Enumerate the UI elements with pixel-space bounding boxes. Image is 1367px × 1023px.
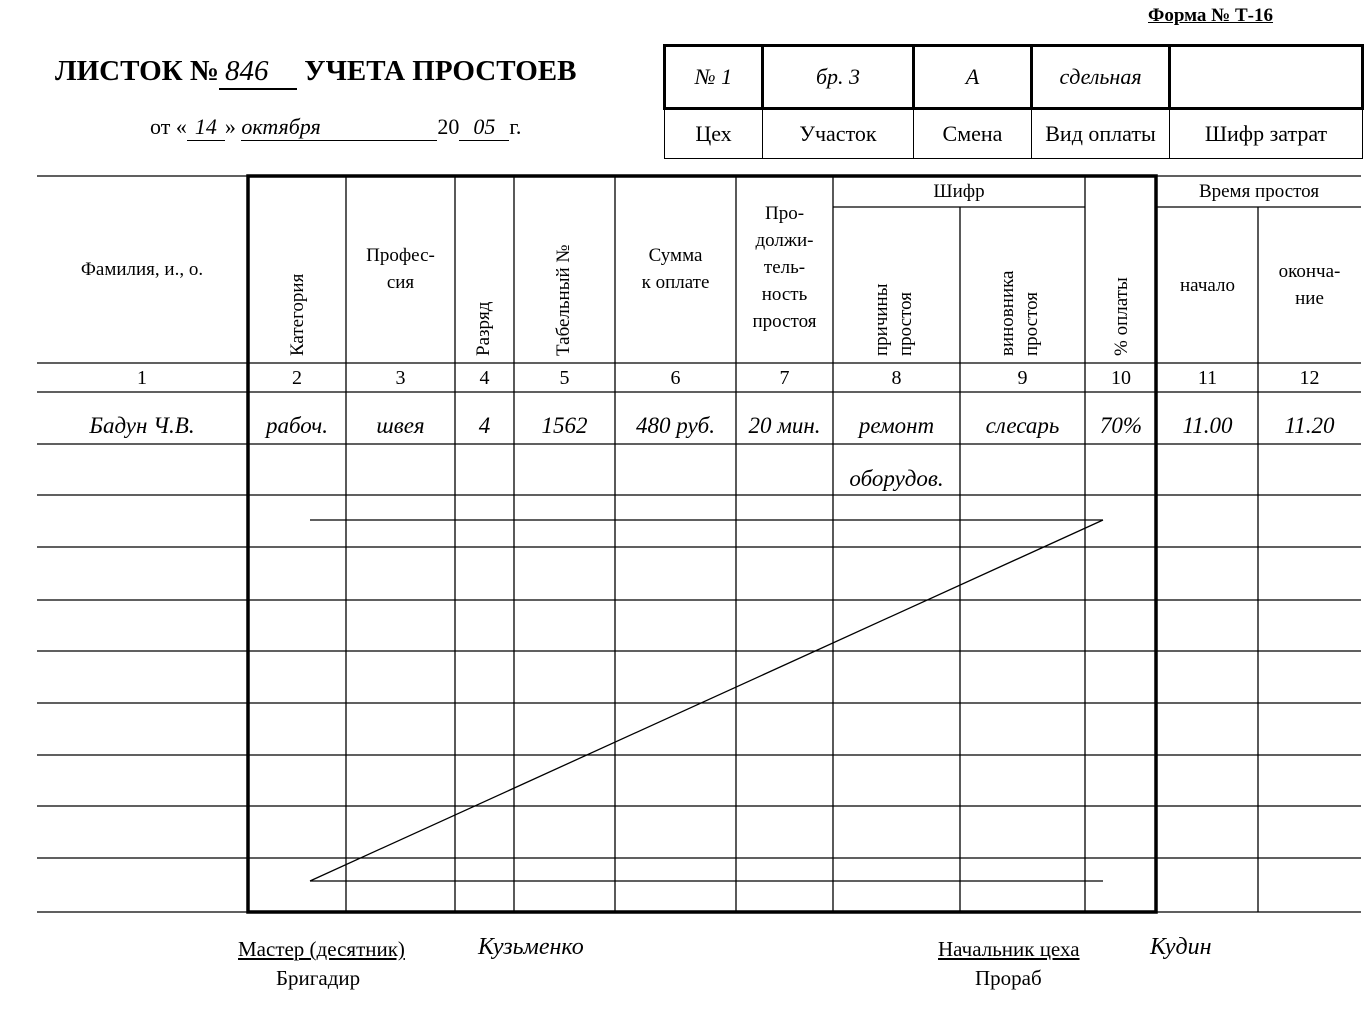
col-number: 9 [1017, 367, 1028, 389]
cell-profession: швея [376, 413, 425, 438]
shift-label: Смена [914, 109, 1032, 159]
chief-signature: Кудин [1150, 934, 1212, 960]
section-label: Участок [763, 109, 914, 159]
date-year: 05 [459, 114, 509, 141]
col-header-tab-no: Табельный № [553, 244, 574, 356]
workshop-label: Цех [665, 109, 763, 159]
payment-type-value: сдельная [1032, 46, 1170, 109]
workshop-value: № 1 [665, 46, 763, 109]
col-header-code: Шифр [933, 181, 985, 202]
cell-end: 11.20 [1284, 413, 1335, 438]
col-header-reason: причины простоя [871, 283, 916, 356]
section-value: бр. 3 [763, 46, 914, 109]
col-header-pct: % оплаты [1111, 277, 1132, 356]
col-number: 6 [670, 367, 681, 389]
date-day: 14 [187, 114, 225, 141]
col-number: 2 [292, 367, 302, 389]
payment-type-label: Вид оплаты [1032, 109, 1170, 159]
col-header-downtime: Время простоя [1198, 181, 1320, 202]
form-number: Форма № Т-16 [1148, 5, 1274, 26]
cell-start: 11.00 [1182, 413, 1233, 438]
cell-reason-continued: оборудов. [849, 466, 944, 491]
brigadier-label: Бригадир [276, 966, 361, 990]
col-header-profession: Профес- сия [366, 245, 435, 293]
title-suffix: УЧЕТА ПРОСТОЕВ [304, 55, 577, 87]
date-from-label: от « [150, 114, 187, 139]
cell-tab-no: 1562 [541, 413, 588, 438]
cell-duration: 20 мин. [748, 413, 821, 438]
date-quote: » [224, 114, 236, 139]
cell-sum: 480 руб. [636, 413, 715, 438]
col-number: 12 [1299, 367, 1320, 389]
col-number: 3 [395, 367, 406, 389]
col-number: 1 [137, 367, 147, 389]
col-header-duration: Про- должи- тель- ность простоя [752, 203, 817, 332]
master-label: Мастер (десятник) [238, 937, 405, 961]
col-number: 4 [479, 367, 490, 389]
cell-culprit: слесарь [985, 413, 1060, 438]
sheet-number: 846 [219, 55, 297, 90]
date-month: октября [241, 114, 437, 141]
date-suffix: г. [509, 114, 522, 139]
cell-category: рабоч. [266, 413, 328, 438]
cell-reason: ремонт [858, 413, 935, 438]
cost-code-label: Шифр затрат [1170, 109, 1363, 159]
shift-value: А [914, 46, 1032, 109]
col-header-end: оконча- ние [1278, 261, 1341, 309]
col-header-culprit: виновника простоя [997, 270, 1042, 356]
cell-grade: 4 [478, 413, 491, 438]
col-number: 11 [1197, 367, 1218, 389]
col-header-start: начало [1180, 275, 1235, 296]
chief-label: Начальник цеха [938, 937, 1080, 961]
title-prefix: ЛИСТОК № [55, 55, 220, 87]
col-number: 10 [1111, 367, 1131, 389]
master-signature: Кузьменко [478, 934, 584, 960]
foreman-label: Прораб [975, 966, 1042, 990]
col-header-grade: Разряд [473, 301, 494, 356]
col-number: 8 [891, 367, 902, 389]
date-year-prefix: 20 [437, 114, 460, 139]
col-number: 5 [559, 367, 570, 389]
col-number: 7 [779, 367, 790, 389]
col-header-sum: Сумма к оплате [641, 245, 710, 293]
col-header-fio: Фамилия, и., о. [80, 259, 204, 280]
cell-pct: 70% [1099, 413, 1143, 438]
col-header-category: Категория [287, 273, 308, 356]
cell-fio: Бадун Ч.В. [89, 413, 195, 438]
